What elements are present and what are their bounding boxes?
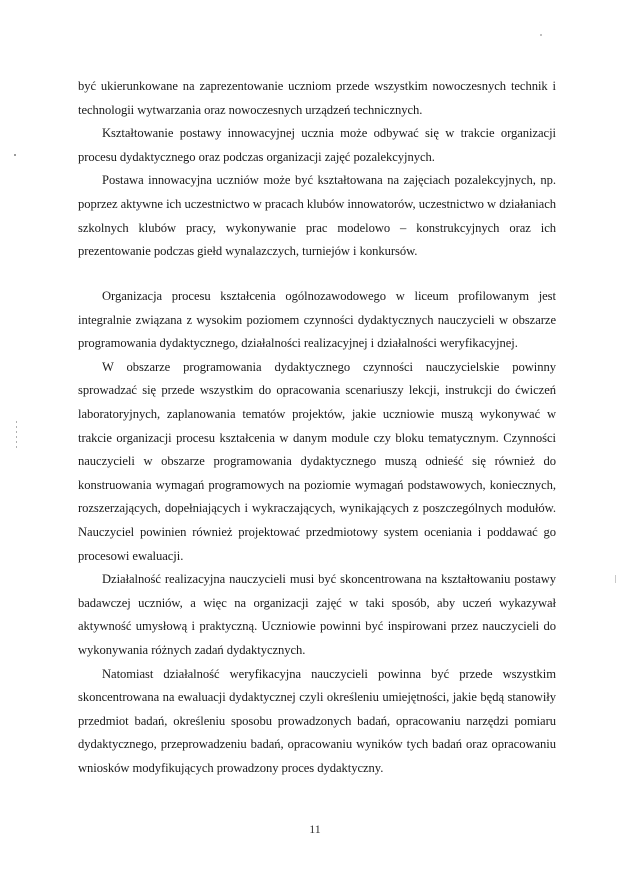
paragraph: być ukierunkowane na zaprezentowanie uczniom przede wszystkim nowoczesnych technik i technologii wytwarzania oraz nowoczesnych urządzeń technicznych. (78, 79, 556, 117)
scan-artifact (16, 421, 17, 451)
paragraph: Natomiast działalność weryfikacyjna nauczycieli powinna być przede wszystkim skoncentrowana na ewaluacji dydaktycznej czyli określeniu umiejętności, jakie będą stanowiły przedmiot badań, określeniu sposobu prowadzonych badań, opracowaniu narzędzi pomiaru dydaktycznego, przeprowadzeniu badań, opracowaniu wyników tych badań oraz opracowaniu wniosków modyfikujących prowadzony proces dydaktyczny. (78, 666, 556, 775)
scan-artifact (540, 34, 542, 36)
scan-artifact (14, 154, 16, 156)
scan-artifact (615, 575, 616, 583)
page-number: 11 (309, 822, 321, 836)
paragraph: Organizacja procesu kształcenia ogólnozawodowego w liceum profilowanym jest integralnie związana z wysokim poziomem czynności dydaktycznych nauczycieli w obszarze programowania dydaktycznego, działalności realizacyjnej i działalności weryfikacyjnej. (78, 289, 556, 351)
paragraph: Działalność realizacyjna nauczycieli musi być skoncentrowana na kształtowaniu postawy badawczej uczniów, a więc na organizacji zajęć w taki sposób, aby uczeń wykazywał aktywność umysłową i praktyczną. Uczniowie powinni być inspirowani przez nauczycieli do wykonywania różnych zadań dydaktycznych. (78, 572, 556, 657)
text-section-innovation (78, 75, 556, 264)
paragraph: Postawa innowacyjna uczniów może być kształtowana na zajęciach pozalekcyjnych, np. poprzez aktywne ich uczestnictwo w pracach klubów innowatorów, uczestnictwo w działaniach szkolnych klubów pracy, wykonywanie prac modelowo – konstrukcyjnych oraz ich prezentowanie podczas giełd wynalazczych, turniejów i konkursów. (78, 173, 556, 259)
paragraph: W obszarze programowania dydaktycznego czynności nauczycielskie powinny sprowadzać się przede wszystkim do opracowania scenariuszy lekcji, instrukcji do ćwiczeń laboratoryjnych, zaplanowania tematów projektów, jakie uczniowie muszą wykonywać w trakcie organizacji procesu kształcenia w danym module czy bloku tematycznym. Czynności nauczycieli w obszarze programowania dydaktycznego muszą odnieść się również do konstruowania wymagań programowych na poziomie wymagań podstawowych, koniecznych, rozszerzających, dopełniających i wykraczających, wynikających z poszczególnych modułów. Nauczyciel powinien również projektować przedmiotowy system oceniania i poddawać go procesowi ewaluacji. (78, 359, 556, 563)
text-section-teacher-activities (78, 285, 556, 780)
paragraph: Kształtowanie postawy innowacyjnej ucznia może odbywać się w trakcie organizacji procesu dydaktycznego oraz podczas organizacji zajęć pozalekcyjnych. (78, 126, 556, 164)
